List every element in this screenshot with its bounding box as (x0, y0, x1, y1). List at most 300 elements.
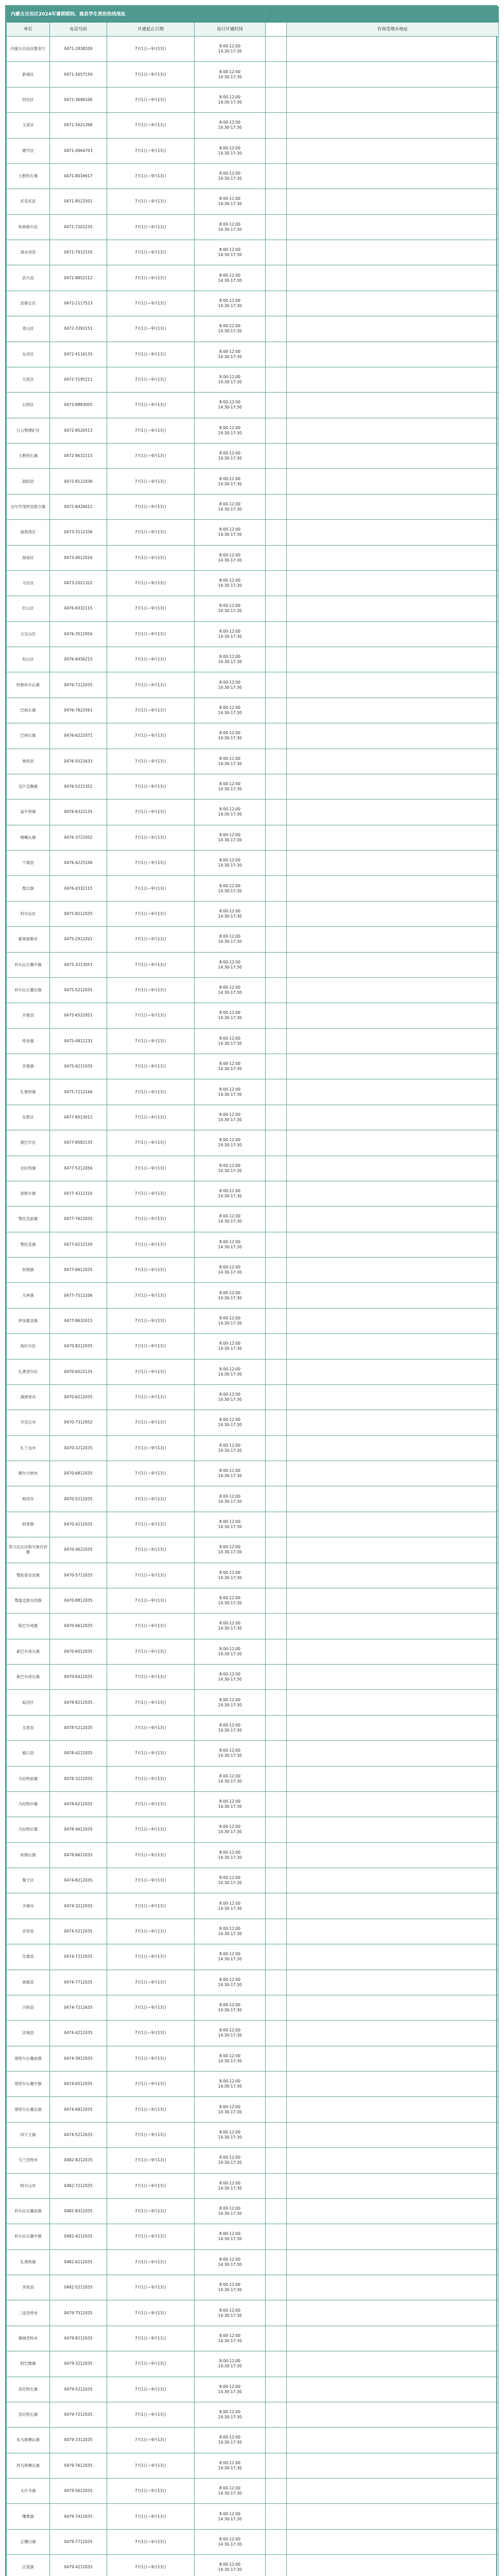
unit-cell: 阿鲁科尔沁旗 (7, 672, 50, 698)
hours-cell (195, 1334, 266, 1359)
hours-morning: 8:00-12:00 (219, 425, 241, 430)
gap-cell (266, 1359, 287, 1384)
address-cell (287, 1435, 499, 1461)
table-row (7, 342, 499, 367)
hours-morning: 8:00-12:00 (219, 2206, 241, 2211)
hours-cell (195, 2351, 266, 2377)
hours-cell (195, 1359, 266, 1384)
address-cell (287, 1970, 499, 1995)
phone-cell: 0472-2117523 (50, 291, 107, 316)
phone-cell: 0475-4211035 (50, 1054, 107, 1079)
hours-morning: 8:00-12:00 (219, 1494, 241, 1499)
date-cell: 7月1日—9月13日 (107, 214, 195, 240)
phone-cell: 0471-7201235 (50, 214, 107, 240)
gap-cell (266, 2555, 287, 2576)
date-cell: 7月1日—9月13日 (107, 1563, 195, 1588)
table-row (7, 1359, 499, 1384)
hotline-table (6, 6, 499, 2576)
unit-cell: 奈曼旗 (7, 1054, 50, 1079)
unit-cell: 乌达区 (7, 570, 50, 596)
date-cell: 7月1日—9月13日 (107, 876, 195, 901)
hours-morning: 8:00-12:00 (219, 1621, 241, 1626)
phone-cell: 0472-7195211 (50, 367, 107, 392)
gap-cell (266, 749, 287, 774)
hours-morning: 8:00-12:00 (219, 171, 241, 176)
phone-cell: 0470-5212035 (50, 1486, 107, 1512)
gap-cell (266, 825, 287, 850)
unit-cell: 满洲里市 (7, 1384, 50, 1410)
hours-cell (195, 621, 266, 647)
unit-cell: 杭锦旗 (7, 1258, 50, 1283)
hours-morning: 8:00-12:00 (219, 2384, 241, 2389)
hours-cell (195, 2555, 266, 2576)
gap-cell (266, 2504, 287, 2529)
table-row (7, 62, 499, 87)
date-cell: 7月1日—9月13日 (107, 1384, 195, 1410)
hours-cell (195, 1028, 266, 1054)
phone-cell: 0470-7312052 (50, 1410, 107, 1435)
hours-morning: 8:00-12:00 (219, 324, 241, 329)
table-row (7, 1334, 499, 1359)
address-cell (287, 1156, 499, 1181)
table-row (7, 2072, 499, 2097)
hours-morning: 8:00-12:00 (219, 120, 241, 125)
address-cell (287, 1181, 499, 1206)
hours-morning: 8:00-12:00 (219, 629, 241, 634)
table-row (7, 1919, 499, 1944)
phone-cell: 0478-4212035 (50, 1741, 107, 1766)
date-cell: 7月1日—9月13日 (107, 570, 195, 596)
address-cell (287, 316, 499, 342)
gap-cell (266, 418, 287, 443)
hours-cell (195, 1054, 266, 1079)
gap-cell (266, 2173, 287, 2198)
header-date: 开通起止日期 (107, 23, 195, 37)
address-cell (287, 2479, 499, 2504)
header-gap (266, 23, 287, 37)
address-cell (287, 1868, 499, 1893)
phone-cell: 0474-6812035 (50, 2097, 107, 2122)
hours-morning: 8:00-12:00 (219, 1341, 241, 1346)
unit-cell: 察哈尔右翼中旗 (7, 2072, 50, 2097)
gap-cell (266, 2072, 287, 2097)
hours-cell (195, 1258, 266, 1283)
gap-cell (266, 2097, 287, 2122)
hours-cell (195, 1435, 266, 1461)
hours-cell (195, 2377, 266, 2402)
address-cell (287, 2046, 499, 2071)
hours-afternoon: 14:30-17:30 (218, 303, 242, 308)
hours-morning: 8:00-12:00 (219, 2511, 241, 2516)
unit-cell: 杭锦后旗 (7, 1842, 50, 1868)
address-cell (287, 342, 499, 367)
table-row (7, 113, 499, 138)
address-cell (287, 1003, 499, 1028)
hours-morning: 8:00-12:00 (219, 298, 241, 303)
hours-afternoon: 14:30-17:30 (218, 1880, 242, 1886)
hours-afternoon: 14:30-17:30 (218, 990, 242, 995)
unit-cell: 昆都仑区 (7, 291, 50, 316)
unit-cell: 乌拉特中旗 (7, 1791, 50, 1817)
phone-cell: 0479-3312035 (50, 2428, 107, 2453)
unit-cell: 凉城县 (7, 2021, 50, 2046)
date-cell: 7月1日—9月13日 (107, 2122, 195, 2147)
hours-cell (195, 1588, 266, 1613)
gap-cell (266, 367, 287, 392)
phone-cell: 0474-5212635 (50, 2122, 107, 2147)
gap-cell (266, 1384, 287, 1410)
gap-cell (266, 901, 287, 926)
hours-afternoon: 14:30-17:30 (218, 964, 242, 970)
hours-cell (195, 1410, 266, 1435)
phone-cell: 0470-6012035 (50, 1639, 107, 1664)
hours-morning: 8:00-12:00 (219, 527, 241, 532)
phone-cell: 0470-3212035 (50, 1435, 107, 1461)
address-cell (287, 2097, 499, 2122)
date-cell: 7月1日—9月13日 (107, 2249, 195, 2275)
phone-cell: 0476-5522633 (50, 749, 107, 774)
phone-cell: 0471-8016617 (50, 163, 107, 189)
unit-cell: 松山区 (7, 647, 50, 672)
hours-morning: 8:00-12:00 (219, 2104, 241, 2109)
gap-cell (266, 2351, 287, 2377)
gap-cell (266, 1715, 287, 1740)
gap-cell (266, 62, 287, 87)
phone-cell: 0474-8212035 (50, 1868, 107, 1893)
phone-cell: 0476-4225106 (50, 851, 107, 876)
unit-cell: 化德县 (7, 1944, 50, 1970)
gap-cell (266, 189, 287, 214)
hours-cell (195, 1308, 266, 1333)
unit-cell: 石拐区 (7, 393, 50, 418)
date-cell: 7月1日—9月13日 (107, 596, 195, 621)
hours-cell (195, 1791, 266, 1817)
date-cell: 7月1日—9月13日 (107, 621, 195, 647)
hours-morning: 8:00-12:00 (219, 2129, 241, 2134)
gap-cell (266, 2453, 287, 2478)
header-phone: 电话号码 (50, 23, 107, 37)
hours-cell (195, 2097, 266, 2122)
address-cell (287, 1919, 499, 1944)
hours-cell (195, 62, 266, 87)
table-row (7, 698, 499, 723)
hours-morning: 8:00-12:00 (219, 1468, 241, 1473)
hours-afternoon: 14:30-17:30 (218, 913, 242, 919)
hours-cell (195, 1766, 266, 1791)
hours-morning: 8:00-12:00 (219, 654, 241, 659)
date-cell: 7月1日—9月13日 (107, 2479, 195, 2504)
address-cell (287, 723, 499, 749)
hours-cell (195, 2529, 266, 2554)
address-cell (287, 520, 499, 545)
phone-cell: 0472-8526513 (50, 418, 107, 443)
gap-cell (266, 2377, 287, 2402)
gap-cell (266, 621, 287, 647)
address-cell (287, 2072, 499, 2097)
table-row (7, 494, 499, 519)
hours-afternoon: 14:30-17:30 (218, 1651, 242, 1656)
hours-morning: 8:00-12:00 (219, 69, 241, 74)
gap-cell (266, 1868, 287, 1893)
gap-cell (266, 647, 287, 672)
table-row (7, 1435, 499, 1461)
hours-morning: 8:00-12:00 (219, 375, 241, 380)
hours-morning: 8:00-12:00 (219, 2155, 241, 2160)
table-row (7, 851, 499, 876)
table-body (7, 37, 499, 2576)
phone-cell: 0476-7212035 (50, 672, 107, 698)
date-cell: 7月1日—9月13日 (107, 545, 195, 570)
hours-afternoon: 14:30-17:30 (218, 532, 242, 537)
address-cell (287, 647, 499, 672)
gap-cell (266, 1588, 287, 1613)
hours-afternoon: 14:30-17:30 (218, 74, 242, 79)
unit-cell: 巴林右旗 (7, 723, 50, 749)
hours-cell (195, 901, 266, 926)
address-cell (287, 1486, 499, 1512)
hours-cell (195, 1537, 266, 1563)
hours-morning: 8:00-12:00 (219, 2003, 241, 2008)
hours-cell (195, 800, 266, 825)
address-cell (287, 2529, 499, 2554)
unit-cell: 喀喇沁旗 (7, 825, 50, 850)
hours-cell (195, 1995, 266, 2020)
gap-cell (266, 2300, 287, 2326)
table-row (7, 37, 499, 62)
hours-morning: 8:00-12:00 (219, 1977, 241, 1982)
hours-afternoon: 14:30-17:30 (218, 1601, 242, 1606)
address-cell (287, 1741, 499, 1766)
unit-cell: 土默特右旗 (7, 444, 50, 469)
hours-cell (195, 2148, 266, 2173)
hours-morning: 8:00-12:00 (219, 1545, 241, 1550)
phone-cell: 0475-3213051 (50, 952, 107, 977)
table-row (7, 2300, 499, 2326)
phone-cell: 0470-6212035 (50, 1384, 107, 1410)
hours-afternoon: 14:30-17:30 (218, 1168, 242, 1173)
table-row (7, 977, 499, 1003)
hours-afternoon: 14:30-17:30 (218, 2236, 242, 2242)
date-cell: 7月1日—9月13日 (107, 1054, 195, 1079)
gap-cell (266, 1028, 287, 1054)
phone-cell: 0476-8456215 (50, 647, 107, 672)
hours-cell (195, 1944, 266, 1970)
table-row (7, 1944, 499, 1970)
hours-morning: 8:00-12:00 (219, 2562, 241, 2567)
hours-morning: 8:00-12:00 (219, 1952, 241, 1957)
phone-cell: 0472-8883005 (50, 393, 107, 418)
gap-cell (266, 342, 287, 367)
unit-cell: 元宝山区 (7, 621, 50, 647)
unit-cell: 霍林郭勒市 (7, 927, 50, 952)
date-cell: 7月1日—9月13日 (107, 825, 195, 850)
gap-cell (266, 1156, 287, 1181)
hours-morning: 8:00-12:00 (219, 44, 241, 49)
hours-afternoon: 14:30-17:30 (218, 2160, 242, 2165)
date-cell: 7月1日—9月13日 (107, 1486, 195, 1512)
hours-cell (195, 418, 266, 443)
phone-cell: 0479-5212035 (50, 2377, 107, 2402)
phone-cell: 0475-7212166 (50, 1079, 107, 1105)
date-cell: 7月1日—9月13日 (107, 647, 195, 672)
date-cell: 7月1日—9月13日 (107, 2428, 195, 2453)
hours-afternoon: 14:30-17:30 (218, 1397, 242, 1402)
gap-cell (266, 1181, 287, 1206)
hours-cell (195, 2224, 266, 2249)
unit-cell: 苏尼特右旗 (7, 2402, 50, 2427)
hours-cell (195, 1461, 266, 1486)
unit-cell: 科尔沁左翼后旗 (7, 977, 50, 1003)
hours-afternoon: 14:30-17:30 (218, 2541, 242, 2547)
address-cell (287, 1563, 499, 1588)
table-row (7, 1130, 499, 1156)
date-cell: 7月1日—9月13日 (107, 342, 195, 367)
hours-afternoon: 14:30-17:30 (218, 761, 242, 766)
address-cell (287, 2173, 499, 2198)
address-cell (287, 1766, 499, 1791)
unit-cell: 丰镇市 (7, 1893, 50, 1919)
phone-cell: 0472-8122036 (50, 469, 107, 494)
table-row (7, 2122, 499, 2147)
gap-cell (266, 1842, 287, 1868)
hours-afternoon: 14:30-17:30 (218, 506, 242, 512)
date-cell: 7月1日—9月13日 (107, 2326, 195, 2351)
hours-afternoon: 14:30-17:30 (218, 710, 242, 715)
hours-afternoon: 14:30-17:30 (218, 2109, 242, 2114)
date-cell: 7月1日—9月13日 (107, 851, 195, 876)
table-row (7, 444, 499, 469)
phone-cell: 0472-3392151 (50, 316, 107, 342)
table-row (7, 214, 499, 240)
address-cell (287, 62, 499, 87)
table-row (7, 774, 499, 799)
unit-cell: 科尔沁左翼中旗 (7, 952, 50, 977)
date-cell: 7月1日—9月13日 (107, 1334, 195, 1359)
phone-cell: 0474-3212035 (50, 1893, 107, 1919)
hours-morning: 8:00-12:00 (219, 731, 241, 736)
gap-cell (266, 2046, 287, 2071)
date-cell: 7月1日—9月13日 (107, 316, 195, 342)
unit-cell: 突泉县 (7, 2275, 50, 2300)
address-cell (287, 596, 499, 621)
table-row (7, 1232, 499, 1257)
address-cell (287, 1232, 499, 1257)
gap-cell (266, 2529, 287, 2554)
hours-morning: 8:00-12:00 (219, 1901, 241, 1906)
hours-cell (195, 240, 266, 265)
table-row (7, 2249, 499, 2275)
hours-afternoon: 14:30-17:30 (218, 1270, 242, 1275)
table-row (7, 1970, 499, 1995)
date-cell: 7月1日—9月13日 (107, 1130, 195, 1156)
unit-cell: 扎赉特旗 (7, 2249, 50, 2275)
unit-cell: 乌审旗 (7, 1283, 50, 1308)
table-row (7, 393, 499, 418)
address-cell (287, 698, 499, 723)
gap-cell (266, 1791, 287, 1817)
table-row (7, 2377, 499, 2402)
hours-afternoon: 14:30-17:30 (218, 1219, 242, 1224)
phone-cell: 0482-7212035 (50, 2173, 107, 2198)
phone-cell: 0478-6612035 (50, 1842, 107, 1868)
unit-cell: 乌拉特后旗 (7, 1817, 50, 1842)
table-row (7, 1537, 499, 1563)
unit-cell: 察哈尔右翼后旗 (7, 2097, 50, 2122)
hours-cell (195, 1842, 266, 1868)
hours-cell (195, 1156, 266, 1181)
date-cell: 7月1日—9月13日 (107, 1791, 195, 1817)
hours-cell (195, 342, 266, 367)
address-cell (287, 1461, 499, 1486)
gap-cell (266, 851, 287, 876)
hours-morning: 8:00-12:00 (219, 2435, 241, 2440)
date-cell: 7月1日—9月13日 (107, 977, 195, 1003)
address-cell (287, 2326, 499, 2351)
table-row (7, 1105, 499, 1130)
phone-cell: 0471-8522501 (50, 189, 107, 214)
date-cell: 7月1日—9月13日 (107, 1232, 195, 1257)
table-row (7, 570, 499, 596)
unit-cell: 土默特左旗 (7, 163, 50, 189)
address-cell (287, 1283, 499, 1308)
gap-cell (266, 723, 287, 749)
date-cell: 7月1日—9月13日 (107, 749, 195, 774)
hours-morning: 8:00-12:00 (219, 145, 241, 150)
hours-afternoon: 14:30-17:30 (218, 1982, 242, 1987)
hours-afternoon: 14:30-17:30 (218, 608, 242, 614)
date-cell: 7月1日—9月13日 (107, 698, 195, 723)
phone-cell: 0476-6322135 (50, 800, 107, 825)
address-cell (287, 927, 499, 952)
date-cell: 7月1日—9月13日 (107, 1028, 195, 1054)
date-cell: 7月1日—9月13日 (107, 1359, 195, 1384)
unit-cell: 五原县 (7, 1715, 50, 1740)
hours-morning: 8:00-12:00 (219, 1061, 241, 1066)
gap-cell (266, 469, 287, 494)
address-cell (287, 2021, 499, 2046)
address-cell (287, 1207, 499, 1232)
hours-cell (195, 2046, 266, 2071)
table-row (7, 1461, 499, 1486)
hours-morning: 8:00-12:00 (219, 1697, 241, 1702)
phone-cell: 0477-4212310 (50, 1181, 107, 1206)
table-row (7, 621, 499, 647)
unit-cell: 海南区 (7, 545, 50, 570)
gap-cell (266, 545, 287, 570)
hours-afternoon: 14:30-17:30 (218, 176, 242, 181)
hours-morning: 8:00-12:00 (219, 400, 241, 405)
date-cell: 7月1日—9月13日 (107, 1766, 195, 1791)
hours-morning: 8:00-12:00 (219, 349, 241, 354)
address-cell (287, 291, 499, 316)
table-row (7, 1207, 499, 1232)
unit-cell: 回民区 (7, 87, 50, 112)
hours-morning: 8:00-12:00 (219, 2536, 241, 2541)
date-cell: 7月1日—9月13日 (107, 2504, 195, 2529)
hours-cell (195, 1817, 266, 1842)
phone-cell: 0475-4812231 (50, 1028, 107, 1054)
title-row (7, 7, 499, 23)
hours-morning: 8:00-12:00 (219, 756, 241, 761)
hours-afternoon: 14:30-17:30 (218, 2287, 242, 2293)
address-cell (287, 367, 499, 392)
phone-cell: 0474-7212635 (50, 1995, 107, 2020)
table-row (7, 1283, 499, 1308)
hours-morning: 8:00-12:00 (219, 807, 241, 812)
table-row (7, 901, 499, 926)
address-cell (287, 113, 499, 138)
hours-morning: 8:00-12:00 (219, 476, 241, 481)
